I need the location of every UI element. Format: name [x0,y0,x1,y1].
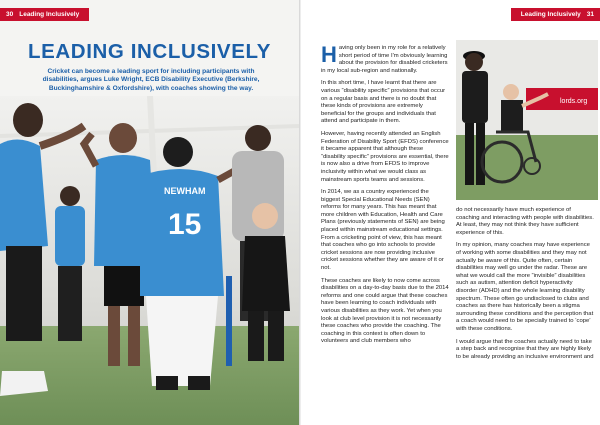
headline: LEADING INCLUSIVELY [27,40,271,63]
drop-cap: H [321,42,337,67]
shirt-name: NEWHAM [164,186,206,196]
section-tab-left [0,8,89,21]
paragraph-6: do not necessarily have much experience of coaching and interacting with people with disabilities. At least, they may not think they have sufficient experience of this. [456,207,594,236]
coach-wheelchair-photo [456,40,598,200]
article-column-1 [321,42,449,351]
banner-text: lords.org [560,98,588,105]
paragraph-7: In my opinion, many coaches may have experience of working with some disabilities and they may not actually be aware of this. Quite often, certain disabilities may well go under the radar. These are what we would call the more “invisible” disabilities such as autism, attention deficit hyperactivity disorder (ADHD) and the whole learning disability spectrum. These often go undisclosed to clubs and coaches as there has historically been a stigma surrounding these conditions and the perception that a coach would need to be specially trained to ‘cope’ with these conditions. [456,242,594,332]
article-column-2 [456,207,594,366]
section-tab-right [511,8,600,21]
right-page [301,0,600,425]
shirt-number: 15 [168,208,202,241]
paragraph-1 [321,42,449,75]
page-number-left: 30 [6,11,14,18]
paragraph-2: In this short time, I have learnt that there are various “disability specific” provisions that occur on a regular basis and there is no doubt that these kinds of provisions are extremely beneficial for the groups and individuals that attend and participate in them. [321,80,446,125]
left-page [0,0,299,425]
kids-celebrating-photo [0,96,299,425]
paragraph-4: In 2014, we as a country experienced the biggest Special Educational Needs (SEN) reforms for many years. This has meant that more children with Education, Health and Care Plans (previously statements of SEN) are being placed within mainstream educational settings. From a cricketing point of view, this has meant that coaches who go into schools to provide cricket sessions are now providing inclusive cricket sessions whether they are aware of it or not. [321,189,445,272]
standfirst: Cricket can become a leading sport for including participants with disabilities, argues Luke Wright, ECB Disability Executive (Berkshire, Buckinghamshire & Oxfordshire), with coaches showing the way. [42,68,260,92]
section-tab-label-left: Leading Inclusively [19,11,80,18]
paragraph-8: I would argue that the coaches actually need to take a step back and recognise that they are highly likely to be already providing an inclusive environment and [456,338,594,360]
paragraph-1-text: aving only been in my role for a relatively short period of time I'm obviously learning about the provision for disabled cricketers in my local sub-region and nationally. [321,45,448,74]
paragraph-3: However, having recently attended an English Federation of Disability Sport (EFDS) conference it became apparent that although these “disability specific” provisions are essential, there is now also a drive from EFDS to improve inclusivity within what we would class as mainstream sports teams and sessions. [321,130,449,183]
paragraph-5: These coaches are likely to now come across disabilities on a day-to-day basis due to the 2014 reforms and one could argue that these coaches have been learning to coach individuals with various disabilities as they work. Yet when you look at club level provision it is not necessarily these coaches who provide the coaching. The coaching in this context is often down to volunteers and club members who [321,277,449,345]
page-number-right: 31 [586,11,594,18]
section-tab-label-right: Leading Inclusively [520,11,581,18]
